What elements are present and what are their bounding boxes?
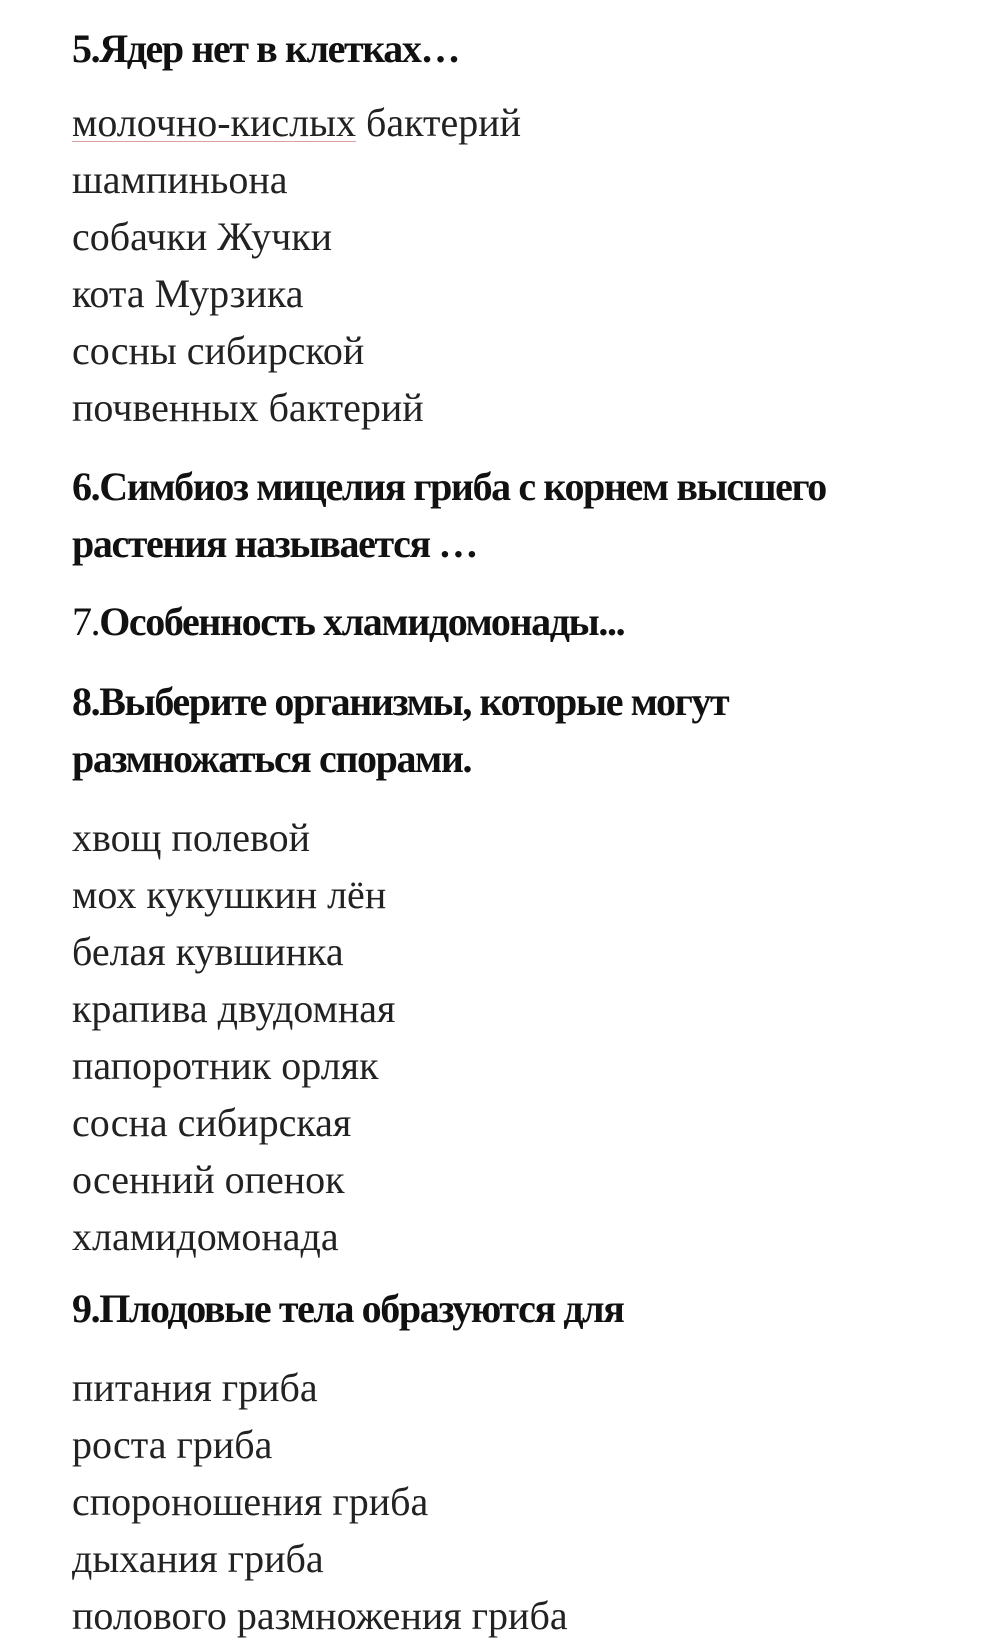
- option-fungus-sporulation: спороношения гриба: [72, 1479, 429, 1524]
- question-5-text: Ядер нет в клетках…: [99, 26, 460, 71]
- question-8-text-line2: размножаться спорами.: [72, 736, 472, 781]
- question-8-options: [72, 809, 395, 1265]
- option-cat-murzik: кота Мурзика: [72, 271, 304, 316]
- question-9-text: Плодовые тела образуются для: [99, 1286, 624, 1331]
- question-8-number: 8.: [72, 679, 100, 724]
- option-fungus-growth: роста гриба: [72, 1422, 273, 1467]
- option-lactic-bacteria: [72, 94, 521, 151]
- option-bracken-fern: папоротник орляк: [72, 1043, 379, 1088]
- option-underlined-word: молочно-кислых: [72, 100, 356, 145]
- question-5-options: [72, 94, 521, 436]
- option-honey-fungus: осенний опенок: [72, 1157, 345, 1202]
- option-siberian-pine: сосны сибирской: [72, 328, 365, 373]
- option-rest: бактерий: [355, 100, 522, 145]
- question-8-title: [72, 673, 728, 787]
- question-6-text-line2: растения называется …: [72, 521, 477, 566]
- option-siberian-pine-2: сосна сибирская: [72, 1100, 352, 1145]
- option-nettle: крапива двудомная: [72, 986, 396, 1031]
- option-fungus-sexual-reproduction: полового размножения гриба: [72, 1593, 568, 1638]
- option-dog-zhuchka: собачки Жучки: [72, 214, 333, 259]
- question-5-title: [72, 20, 459, 77]
- option-fungus-respiration: дыхания гриба: [72, 1536, 324, 1581]
- question-6-number: 6.: [72, 464, 100, 509]
- question-7-text: Особенность хламидомонады...: [99, 599, 625, 644]
- question-5-number: 5.: [72, 26, 100, 71]
- question-9-title: [72, 1280, 623, 1337]
- option-white-waterlily: белая кувшинка: [72, 929, 344, 974]
- question-9-options: [72, 1359, 568, 1644]
- option-horsetail: хвощ полевой: [72, 815, 311, 860]
- option-haircap-moss: мох кукушкин лён: [72, 872, 387, 917]
- option-chlamydomonas: хламидомонада: [72, 1214, 339, 1259]
- question-6-text-line1: Симбиоз мицелия гриба с корнем высшего: [99, 464, 826, 509]
- question-7-number: 7.: [72, 599, 100, 644]
- question-7-title: [72, 593, 624, 650]
- option-fungus-nutrition: питания гриба: [72, 1365, 318, 1410]
- option-champignon: шампиньона: [72, 157, 288, 202]
- question-6-title: [72, 458, 826, 572]
- question-9-number: 9.: [72, 1286, 100, 1331]
- option-soil-bacteria: почвенных бактерий: [72, 385, 424, 430]
- question-8-text-line1: Выберите организмы, которые могут: [99, 679, 729, 724]
